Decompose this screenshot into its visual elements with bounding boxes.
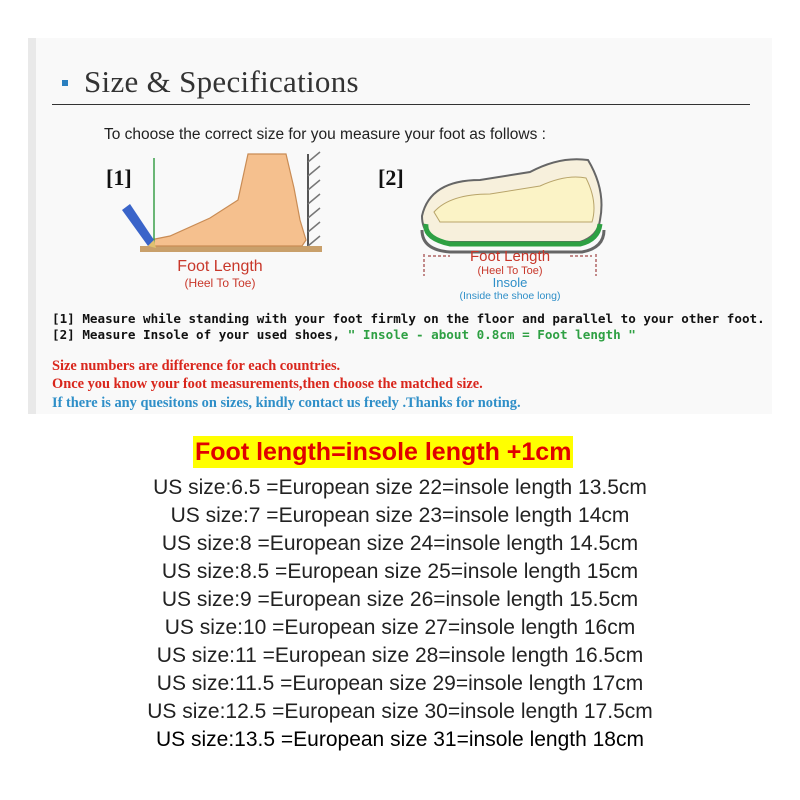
size-row: US size:13.5 =European size 31=insole length 18cm: [156, 728, 644, 751]
size-row: US size:9 =European size 26=insole length 15.5cm: [161, 588, 639, 611]
note-insole-prefix: [2] Measure Insole of your used shoes,: [52, 327, 341, 342]
title-divider: [52, 104, 750, 105]
foot-length-headline: Foot length=insole length +1cm: [195, 438, 572, 466]
title-bullet-icon: [62, 80, 68, 86]
figure2-subcaption: (Heel To Toe): [477, 265, 543, 277]
size-row: US size:8.5 =European size 25=insole length 15cm: [161, 560, 639, 583]
foot-shape: [150, 154, 306, 246]
insole-note: (Inside the shoe long): [459, 290, 561, 302]
figure2-caption: Foot Length: [469, 248, 551, 265]
figure2-label: [2]: [378, 165, 404, 190]
figure1-subcaption: (Heel To Toe): [184, 276, 256, 290]
panel-edge: [28, 38, 36, 414]
wall-hatching: [308, 152, 320, 248]
pencil-icon: [122, 204, 154, 246]
note-insole-highlight: " Insole - about 0.8cm = Foot length ": [340, 327, 636, 342]
note-measure-foot: [1] Measure while standing with your foot firmly on the floor and parallel to your other foot.: [52, 311, 765, 326]
note-measure-insole: [52, 327, 636, 342]
size-row: US size:6.5 =European size 22=insole length 13.5cm: [153, 476, 647, 499]
floor: [140, 246, 322, 252]
intro-text: To choose the correct size for you measure your foot as follows :: [104, 126, 546, 143]
figure2-shoe-illustration: [410, 150, 610, 302]
info-choose-size: Once you know your foot measurements,then choose the matched size.: [52, 376, 483, 392]
size-row: US size:8 =European size 24=insole length 14.5cm: [161, 532, 639, 555]
page-title: Size & Specifications: [84, 64, 359, 99]
info-size-difference: Size numbers are difference for each countries.: [52, 358, 341, 374]
insole-label: Insole: [492, 275, 528, 290]
size-row: US size:7 =European size 23=insole length 14cm: [170, 504, 630, 527]
figure1-label: [1]: [106, 165, 132, 190]
size-chart-list: [0, 474, 800, 754]
size-row: US size:11.5 =European size 29=insole length 17cm: [156, 672, 644, 695]
size-row: US size:12.5 =European size 30=insole length 17.5cm: [147, 700, 653, 723]
size-row: US size:10 =European size 27=insole length 16cm: [164, 616, 636, 639]
figure1-caption: Foot Length: [177, 258, 263, 275]
size-row: US size:11 =European size 28=insole length 16.5cm: [156, 644, 644, 667]
info-contact: If there is any quesitons on sizes, kindly contact us freely .Thanks for noting.: [52, 395, 521, 411]
figure1-foot-illustration: [110, 148, 330, 298]
